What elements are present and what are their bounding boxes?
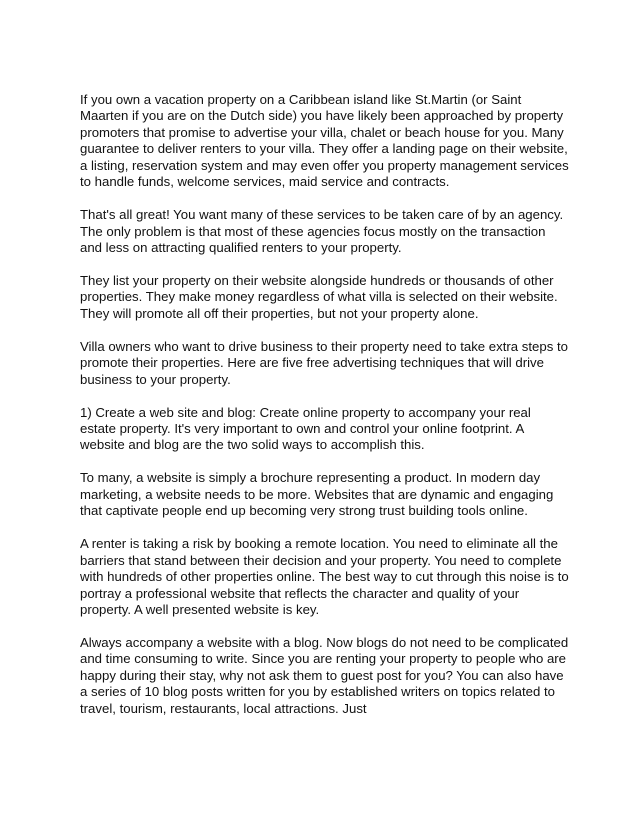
document-body: [80, 92, 570, 717]
paragraph-techniques: Villa owners who want to drive business to their property need to take extra steps to promote their properties. Here are five free advertising techniques that will drive business to your property.: [80, 338, 568, 387]
paragraph-brochure: To many, a website is simply a brochure representing a product. In modern day marketing, a website needs to be more. Websites that are dynamic and engaging that captivate people end up becoming very strong trust building tools online.: [80, 470, 554, 519]
paragraph-website-blog: 1) Create a web site and blog: Create online property to accompany your real estate property. It's very important to own and control your online footprint. A website and blog are the two solid ways to accomplish this.: [80, 404, 531, 453]
paragraph-agency: That's all great! You want many of these services to be taken care of by an agency. The only problem is that most of these agencies focus mostly on the transaction and less on attracting qualified renters to your property.: [80, 207, 564, 256]
paragraph-renter-risk: A renter is taking a risk by booking a remote location. You need to eliminate all the barriers that stand between their decision and your property. You need to complete with hundreds of other properties online. The best way to cut through this noise is to portray a professional website that reflects the character and quality of your property. A well presented website is key.: [80, 536, 569, 617]
paragraph-intro: If you own a vacation property on a Caribbean island like St.Martin (or Saint Maarten if you are on the Dutch side) you have likely been approached by property promoters that promise to advertise your villa, chalet or beach house for you. Many guarantee to deliver renters to your villa. They offer a landing page on their website, a listing, reservation system and may even offer you property management services to handle funds, welcome services, maid service and contracts.: [80, 92, 569, 190]
paragraph-listings: They list your property on their website alongside hundreds or thousands of other properties. They make money regardless of what villa is selected on their website. They will promote all off their properties, but not your property alone.: [80, 272, 558, 321]
paragraph-blog: Always accompany a website with a blog. Now blogs do not need to be complicated and time consuming to write. Since you are renting your property to people who are happy during their stay, why not ask them to guest post for you? You can also have a series of 10 blog posts written for you by established writers on topics related to travel, tourism, restaurants, local attractions. Just: [80, 634, 569, 716]
